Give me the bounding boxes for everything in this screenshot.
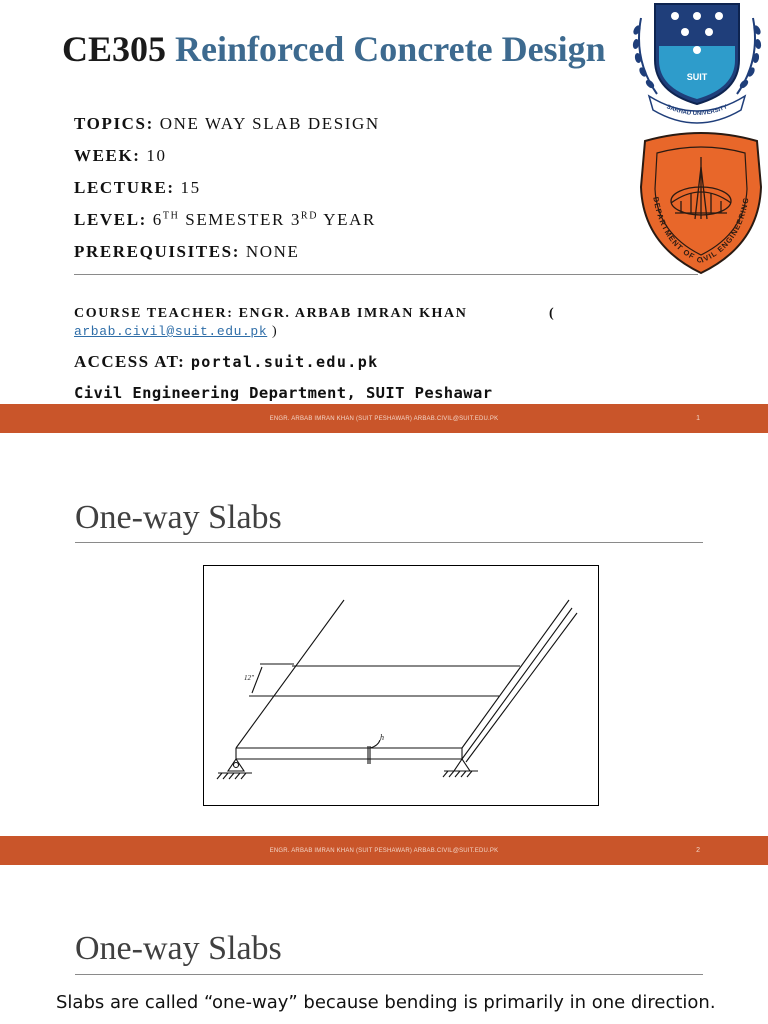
- level-label: LEVEL:: [74, 210, 147, 229]
- level-sup-1: TH: [162, 210, 180, 222]
- access-value: portal.suit.edu.pk: [190, 353, 379, 371]
- course-title: [62, 28, 606, 70]
- logo1-arc-text: SARHAD UNIVERSITY: [665, 104, 729, 118]
- slab-right-edge: [462, 600, 569, 748]
- week-line: [74, 146, 167, 166]
- teacher-text: COURSE TEACHER: ENGR. ARBAB IMRAN KHAN: [74, 306, 468, 321]
- body-paragraph: Slabs are called “one-way” because bending is primarily in one direction.: [56, 992, 716, 1013]
- level-value-1: 6: [152, 210, 163, 229]
- logo2-arc-text: DEPARTMENT OF CIVIL ENGINEERING: [651, 196, 751, 266]
- topics-value: ONE WAY SLAB DESIGN: [159, 114, 380, 133]
- lecture-label: LECTURE:: [74, 178, 175, 197]
- divider: [74, 274, 698, 275]
- slide-title: One-way Slabs: [75, 499, 282, 536]
- footer-text: ENGR. ARBAB IMRAN KHAN (SUIT PESHAWAR) ARBAB.CIVIL@SUIT.EDU.PK: [269, 848, 499, 854]
- topics-label: TOPICS:: [74, 114, 154, 133]
- week-value: 10: [146, 146, 167, 165]
- slide-1: [0, 0, 768, 404]
- civil-department-logo: [637, 127, 765, 275]
- title-underline: [75, 974, 703, 975]
- slide-footer-1: [0, 404, 768, 433]
- course-teacher: [74, 306, 556, 322]
- logo1-suit-text: SUIT: [686, 72, 708, 82]
- prereq-label: PREREQUISITES:: [74, 242, 240, 261]
- slab-figure: [203, 565, 599, 806]
- thickness-label: h: [380, 733, 384, 742]
- level-sup-2: RD: [300, 210, 319, 222]
- footer-text: ENGR. ARBAB IMRAN KHAN (SUIT PESHAWAR) ARBAB.CIVIL@SUIT.EDU.PK: [269, 416, 499, 422]
- teacher-paren-close: ): [272, 324, 277, 339]
- page-number: 1: [696, 415, 700, 422]
- slide-2: [0, 433, 768, 833]
- teacher-paren-open: (: [549, 306, 556, 321]
- week-label: WEEK:: [74, 146, 141, 165]
- slide-footer-2: [0, 836, 768, 865]
- level-value-2: SEMESTER 3: [185, 210, 301, 229]
- suit-university-logo: [627, 0, 767, 128]
- department-line: Civil Engineering Department, SUIT Peshawar: [74, 384, 493, 402]
- course-name: Reinforced Concrete Design: [175, 29, 606, 69]
- title-underline: [75, 542, 703, 543]
- access-label: ACCESS AT:: [74, 352, 186, 371]
- course-code: CE305: [62, 29, 167, 69]
- topics-line: [74, 114, 380, 134]
- teacher-email-link[interactable]: arbab.civil@suit.edu.pk: [74, 324, 268, 339]
- lecture-value: 15: [180, 178, 201, 197]
- level-value-3: YEAR: [323, 210, 376, 229]
- access-line: [74, 352, 379, 372]
- level-line: [74, 210, 376, 230]
- one-way-slab-diagram: [204, 566, 598, 805]
- slide-title: One-way Slabs: [75, 930, 282, 967]
- prereq-line: [74, 242, 299, 262]
- lecture-line: [74, 178, 201, 198]
- slide-3: [0, 866, 768, 1024]
- page-number: 2: [696, 847, 700, 854]
- prereq-value: NONE: [245, 242, 300, 261]
- strip-width-label: 12": [244, 674, 254, 682]
